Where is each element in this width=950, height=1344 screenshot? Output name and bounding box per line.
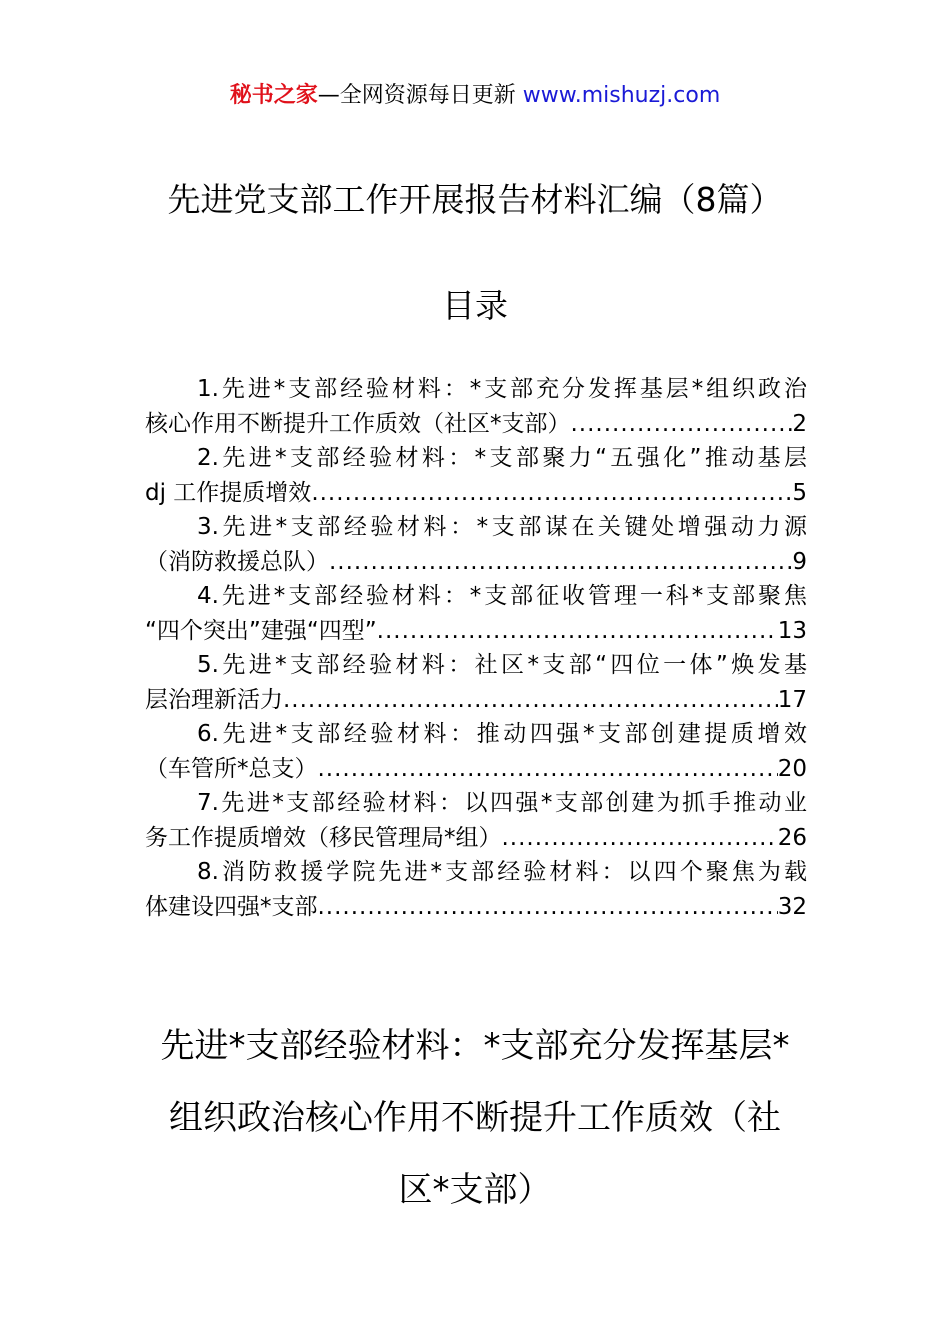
toc-entry-title-line1: 3.先进*支部经验材料：*支部谋在关键处增强动力源 — [197, 514, 807, 540]
toc-entry-1[interactable] — [145, 372, 807, 441]
toc-entry-title-line2 — [145, 890, 807, 925]
toc-entry-title-line2 — [145, 821, 807, 856]
toc-entry-7[interactable] — [145, 786, 807, 855]
site-url-link[interactable]: www.mishuzj.com — [522, 83, 721, 108]
toc-entry-title-line2 — [145, 545, 807, 580]
toc-entry-3[interactable] — [145, 510, 807, 579]
toc-leader-dots — [311, 476, 792, 511]
toc-entry-title-line1: 7.先进*支部经验材料：以四强*支部创建为抓手推动业 — [197, 790, 807, 816]
toc-entry-page: 9 — [792, 548, 807, 575]
toc-entry-title-line1: 1.先进*支部经验材料：*支部充分发挥基层*组织政治 — [197, 376, 807, 402]
toc-entry-title-line1: 6.先进*支部经验材料：推动四强*支部创建提质增效 — [197, 721, 807, 747]
toc-entry-title-cont: 层治理新活力 — [145, 686, 283, 713]
toc-entry-page: 20 — [777, 755, 807, 782]
toc-entry-page: 5 — [792, 479, 807, 506]
toc-entry-title-line2 — [145, 683, 807, 718]
toc-entry-title-line2 — [145, 614, 807, 649]
toc-leader-dots — [318, 890, 778, 925]
toc-leader-dots — [318, 752, 778, 787]
toc-leader-dots — [377, 614, 778, 649]
toc-entry-page: 26 — [777, 824, 807, 851]
section-title-line: 先进*支部经验材料：*支部充分发挥基层* — [160, 1026, 790, 1066]
toc-entry-title-line2 — [145, 476, 807, 511]
toc-entry-title-cont: dj 工作提质增效 — [145, 479, 312, 506]
toc-entry-title-cont: （消防救援总队） — [145, 548, 329, 575]
toc-entry-title-line1: 5.先进*支部经验材料：社区*支部“四位一体”焕发基 — [197, 652, 807, 678]
section-title — [140, 1010, 810, 1226]
toc-entry-8[interactable] — [145, 855, 807, 924]
site-header — [0, 80, 950, 112]
toc-entry-page: 32 — [777, 893, 807, 920]
toc-entry-title-line2 — [145, 752, 807, 787]
toc-entry-title-line2 — [145, 407, 807, 442]
toc-entry-title-cont: 核心作用不断提升工作质效（社区*支部） — [145, 410, 571, 437]
section-title-line: 组织政治核心作用不断提升工作质效（社 — [169, 1098, 781, 1138]
toc-entry-title-cont: （车管所*总支） — [145, 755, 318, 782]
toc-entry-title-cont: 体建设四强*支部 — [145, 893, 318, 920]
toc-entry-title-line1: 4.先进*支部经验材料：*支部征收管理一科*支部聚焦 — [197, 583, 807, 609]
site-tagline: —全网资源每日更新 — [317, 83, 523, 108]
toc-entry-5[interactable] — [145, 648, 807, 717]
site-brand: 秘书之家 — [229, 83, 318, 108]
toc-entry-page: 2 — [792, 410, 807, 437]
toc-entry-title-cont: “四个突出”建强“四型” — [145, 617, 377, 644]
toc-entry-page: 13 — [777, 617, 807, 644]
toc-entry-6[interactable] — [145, 717, 807, 786]
toc-entry-title-cont: 务工作提质增效（移民管理局*组） — [145, 824, 502, 851]
toc-leader-dots — [502, 821, 778, 856]
toc-entry-page: 17 — [777, 686, 807, 713]
toc-entry-title-line1: 8.消防救援学院先进*支部经验材料：以四个聚焦为载 — [197, 859, 807, 885]
toc-entry-title-line1: 2.先进*支部经验材料：*支部聚力“五强化”推动基层 — [197, 445, 807, 471]
toc-entry-2[interactable] — [145, 441, 807, 510]
toc-leader-dots — [571, 407, 793, 442]
toc-heading: 目录 — [442, 286, 508, 325]
table-of-contents — [145, 372, 807, 924]
toc-leader-dots — [283, 683, 778, 718]
toc-entry-4[interactable] — [145, 579, 807, 648]
document-title: 先进党支部工作开展报告材料汇编（8篇） — [167, 180, 783, 219]
section-title-line: 区*支部） — [398, 1170, 552, 1210]
toc-leader-dots — [329, 545, 792, 580]
